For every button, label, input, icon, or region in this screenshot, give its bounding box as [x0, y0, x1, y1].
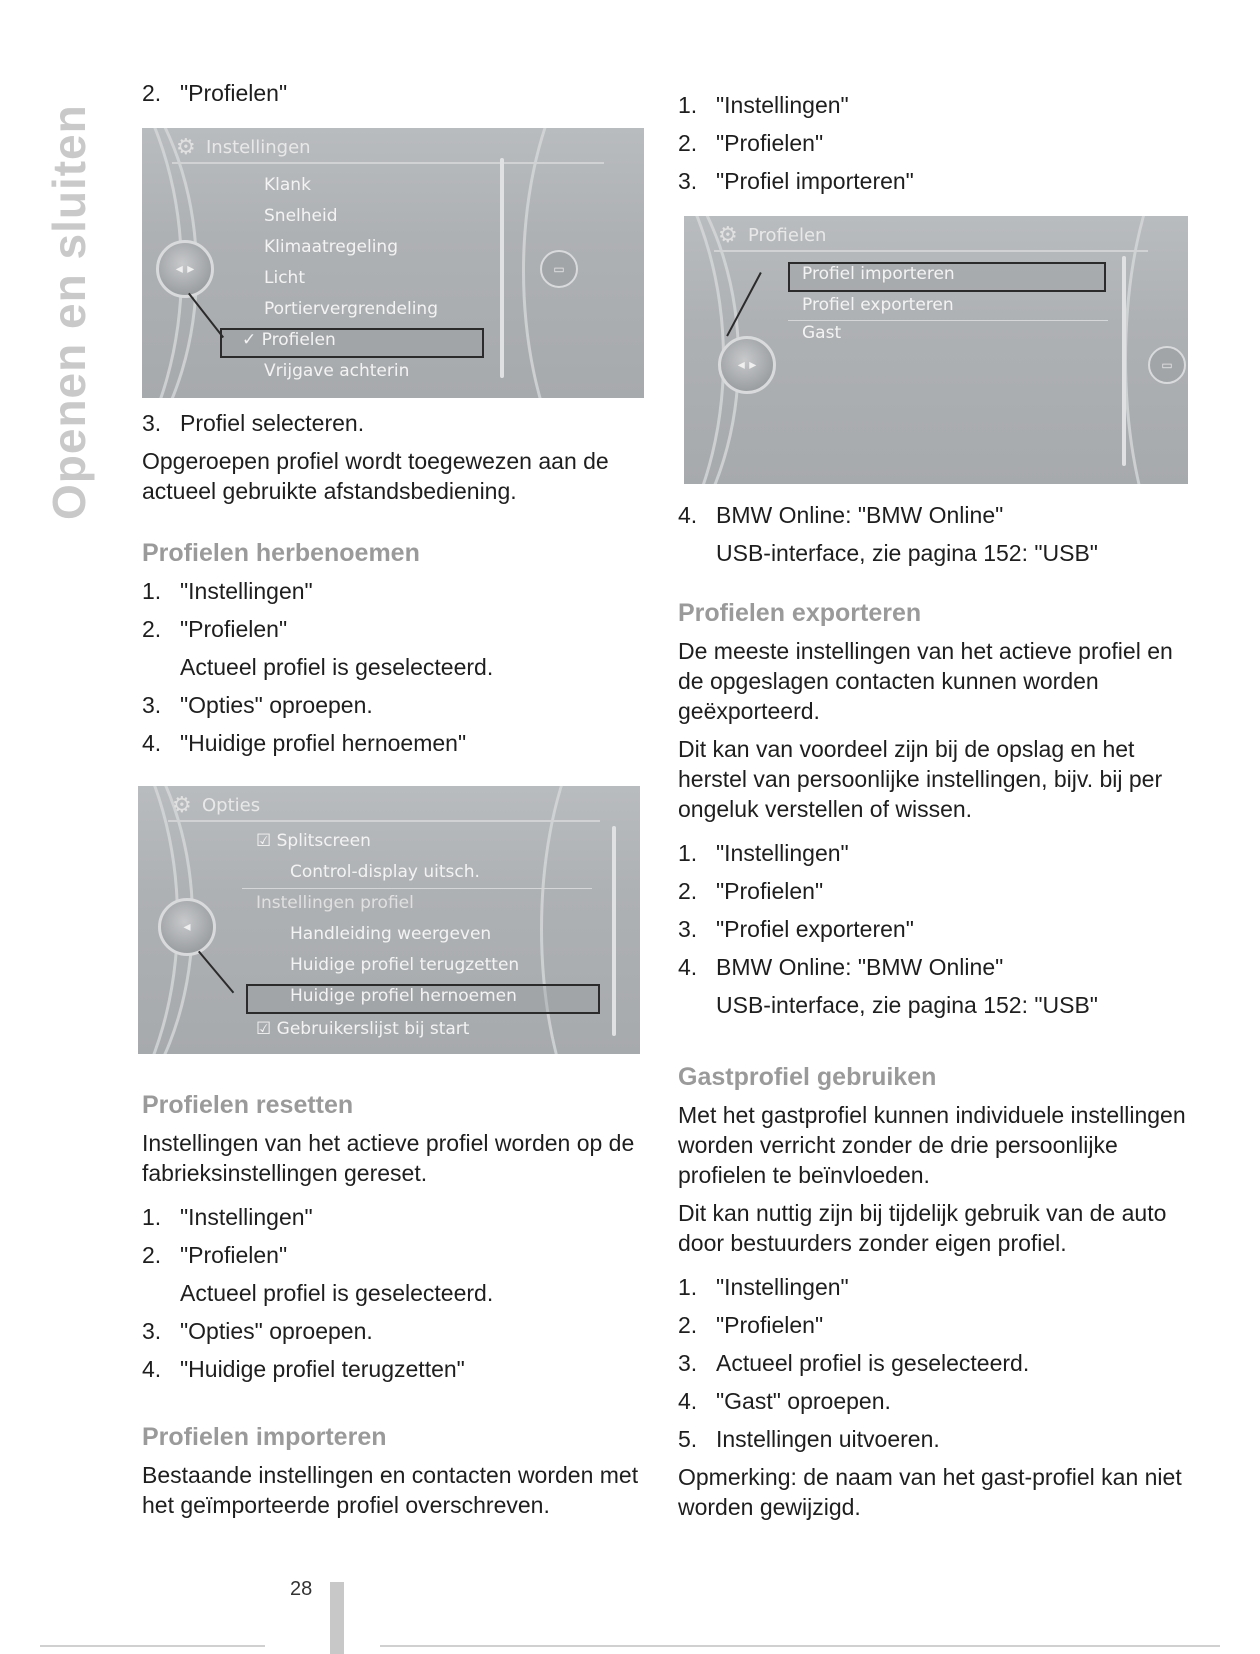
screenshot-instellingen-menu [142, 128, 644, 398]
step-number: 4. [142, 730, 162, 756]
menu-item-gast: Gast [802, 323, 842, 343]
step-text: Actueel profiel is geselecteerd. [716, 1350, 1030, 1376]
paragraph: Dit kan nuttig zijn bij tijdelijk gebruik van de auto door bestuurders zonder eigen profiel. [678, 1200, 1167, 1256]
menu-item-terugzetten: Huidige profiel terugzetten [290, 955, 520, 975]
menu-item-klank: Klank [264, 175, 311, 195]
gear-icon: ⚙ [176, 135, 196, 160]
menu-item-klimaatregeling: Klimaatregeling [264, 237, 398, 257]
scroll-rail [1122, 256, 1126, 466]
menu-item-gebruikerslijst: ☑ Gebruikerslijst bij start [256, 1019, 470, 1039]
menu-item-profiel-importeren: Profiel importeren [802, 264, 955, 284]
paragraph: Met het gastprofiel kunnen individuele instellingen worden verricht zonder de drie persoonlijke profielen te beïnvloeden. [678, 1102, 1186, 1188]
step-number: 1. [678, 840, 698, 866]
step-number: 2. [678, 130, 698, 156]
step-text: "Profiel importeren" [716, 168, 914, 194]
paragraph: Bestaande instellingen en contacten worden met het geïmporteerde profiel overschreven. [142, 1462, 639, 1518]
step-text: "Huidige profiel terugzetten" [180, 1356, 465, 1382]
step-text: "Profiel exporteren" [716, 916, 914, 942]
paragraph: Dit kan van voordeel zijn bij de opslag en het herstel van persoonlijke instellingen, bijv. bij per ongeluk verstellen of wissen. [678, 736, 1163, 822]
controller-knob-icon: ◂ ▸ [156, 240, 214, 298]
gear-icon: ⚙ [172, 793, 192, 818]
step-text: "Profielen" [180, 1242, 288, 1268]
step-text: BMW Online: "BMW Online" [716, 954, 1004, 980]
step-number: 4. [678, 502, 698, 528]
screen-header: ⚙ Instellingen [172, 134, 604, 164]
step-number: 3. [678, 916, 698, 942]
step-text: "Profielen" [716, 1312, 824, 1338]
step-text: "Opties" oproepen. [180, 1318, 373, 1344]
step-text: "Instellingen" [180, 578, 313, 604]
step-text: "Instellingen" [716, 840, 849, 866]
paragraph: De meeste instellingen van het actieve profiel en de opgeslagen contacten kunnen worden geëxporteerd. [678, 638, 1173, 724]
section-heading: Gastprofiel gebruiken [678, 1063, 937, 1091]
step-text: "Gast" oproepen. [716, 1388, 891, 1414]
step-number: 3. [678, 168, 698, 194]
section-heading: Profielen resetten [142, 1091, 354, 1119]
step-number: 5. [678, 1426, 698, 1452]
left-step3-block [142, 408, 652, 514]
menu-item-splitscreen: ☑ Splitscreen [256, 831, 371, 851]
step-number: 2. [678, 878, 698, 904]
step-subnote: Actueel profiel is geselecteerd. [180, 1280, 494, 1306]
menu-item-licht: Licht [264, 268, 305, 288]
step-text: "Huidige profiel hernoemen" [180, 730, 467, 756]
screen-header: ⚙ Opties [168, 792, 600, 822]
step-text: "Opties" oproepen. [180, 692, 373, 718]
paragraph: Instellingen van het actieve profiel worden op de fabrieksinstellingen gereset. [142, 1130, 635, 1186]
step-text: "Instellingen" [180, 1204, 313, 1230]
step-number: 2. [142, 616, 162, 642]
step-subnote: USB-interface, zie pagina 152: "USB" [716, 992, 1098, 1018]
section-heading: Profielen importeren [142, 1423, 387, 1451]
screen-header: ⚙ Profielen [714, 222, 1148, 252]
step-number: 4. [142, 1356, 162, 1382]
step-number: 4. [678, 1388, 698, 1414]
right-side-icon: ▭ [540, 250, 578, 288]
menu-item-profiel-exporteren: Profiel exporteren [802, 295, 954, 315]
leader-line [198, 951, 234, 994]
step-text: "Profielen" [716, 878, 824, 904]
step-number: 1. [142, 578, 162, 604]
paragraph: Opgeroepen profiel wordt toegewezen aan de actueel gebruikte afstandsbediening. [142, 448, 609, 504]
scroll-rail [500, 158, 504, 378]
step-text: "Profielen" [180, 80, 288, 106]
footer-rule-left [40, 1645, 265, 1647]
footer-rule-right [380, 1645, 1220, 1647]
right-import-steps [678, 90, 1198, 204]
left-intro-step [142, 78, 652, 116]
step-text: "Instellingen" [716, 1274, 849, 1300]
scroll-rail [612, 826, 616, 1036]
chapter-side-title: Openen en sluiten [43, 104, 95, 520]
menu-item-snelheid: Snelheid [264, 206, 338, 226]
menu-item-portiervergrendeling: Portiervergrendeling [264, 299, 438, 319]
menu-group-instellingen-profiel: Instellingen profiel [256, 893, 414, 913]
section-heading: Profielen exporteren [678, 599, 922, 627]
step-text: Instellingen uitvoeren. [716, 1426, 940, 1452]
step-text: Profiel selecteren. [180, 410, 365, 436]
step-text: "Profielen" [180, 616, 288, 642]
step-number: 3. [142, 692, 162, 718]
section-heading: Profielen herbenoemen [142, 539, 420, 567]
step-number: 1. [678, 92, 698, 118]
step-text: "Instellingen" [716, 92, 849, 118]
menu-item-hernoemen: Huidige profiel hernoemen [290, 986, 517, 1006]
section-profielen-resetten [142, 1090, 652, 1392]
menu-item-handleiding: Handleiding weergeven [290, 924, 492, 944]
menu-item-control-display: Control-display uitsch. [290, 862, 480, 882]
right-import-step4 [678, 500, 1198, 576]
section-profielen-exporteren [678, 598, 1198, 1028]
screenshot-opties-menu [138, 786, 640, 1054]
right-side-icon: ▭ [1148, 346, 1186, 384]
section-profielen-importeren [142, 1422, 652, 1528]
step-number: 1. [678, 1274, 698, 1300]
step-subnote: Actueel profiel is geselecteerd. [180, 654, 494, 680]
page-number: 28 [290, 1578, 313, 1600]
controller-knob-icon: ◂ [158, 898, 216, 956]
step-number: 3. [678, 1350, 698, 1376]
note-paragraph: Opmerking: de naam van het gast-profiel kan niet worden gewijzigd. [678, 1464, 1182, 1520]
step-number: 3. [142, 410, 162, 436]
section-profielen-herbenoemen [142, 538, 652, 766]
screenshot-profielen-menu [684, 216, 1188, 484]
step-text: "Profielen" [716, 130, 824, 156]
step-number: 2. [142, 1242, 162, 1268]
menu-item-vrijgave-achterin: Vrijgave achterin [264, 361, 410, 381]
step-number: 3. [142, 1318, 162, 1344]
step-number: 2. [142, 80, 162, 106]
step-number: 1. [142, 1204, 162, 1230]
step-number: 4. [678, 954, 698, 980]
step-text: BMW Online: "BMW Online" [716, 502, 1004, 528]
step-subnote: USB-interface, zie pagina 152: "USB" [716, 540, 1098, 566]
controller-knob-icon: ◂ ▸ [718, 336, 776, 394]
gear-icon: ⚙ [718, 223, 738, 248]
page-marker-bar [330, 1582, 344, 1654]
menu-item-profielen: ✓ Profielen [242, 330, 336, 350]
section-gastprofiel-gebruiken [678, 1062, 1198, 1530]
step-number: 2. [678, 1312, 698, 1338]
